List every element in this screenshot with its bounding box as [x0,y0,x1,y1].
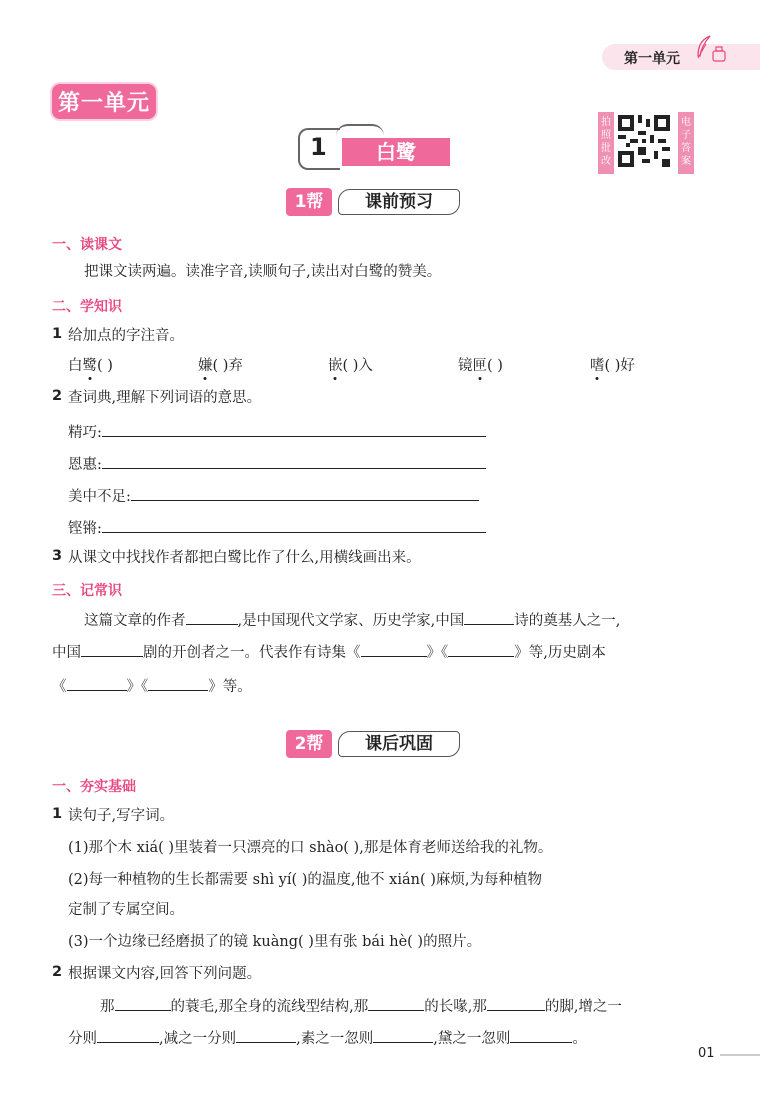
page-number: 01 [698,1046,715,1061]
q3-text: 从课文中找找作者都把白鹭比作了什么,用横线画出来。 [68,550,421,566]
lesson-title: 白鹭 [376,140,416,164]
pinyin-item: 嵌( )入 [328,358,373,374]
sentence-1: (1)那个木 xiá( )里装着一只漂亮的口 shào( ),那是体育老师送给我的礼物。 [68,840,553,856]
word-definition-row[interactable]: 铿锵: [68,518,486,539]
word-definition-row[interactable]: 精巧: [68,422,486,443]
s2-q2-text: 根据课文内容,回答下列问题。 [68,966,262,982]
q1-number: 1 [52,326,63,342]
page-number-line [720,1054,760,1056]
section1-title: 课前预习 [338,189,460,215]
section2-badge-number: 2帮 [286,730,332,758]
pinyin-item: 嫌( )弃 [198,358,243,374]
heading-common-knowledge: 三、记常识 [52,583,122,599]
sentence-2: (2)每一种植物的生长都需要 shì yí( )的温度,他不 xián( )麻烦,为每种植物 [68,872,542,888]
qr-right-label: 电子答案 [678,112,694,174]
q3-number: 3 [52,548,63,564]
word-definition-row[interactable]: 美中不足: [68,486,479,507]
s2-q1-text: 读句子,写字词。 [68,808,175,824]
heading-read-text: 一、读课文 [52,237,122,253]
unit-title: 第一单元 [52,84,156,119]
pinyin-item: 嗜( )好 [590,358,635,374]
heading-foundation: 一、夯实基础 [52,779,136,795]
q1-text: 给加点的字注音。 [68,328,184,344]
sentence-2-cont: 定制了专属空间。 [68,902,184,918]
ink-pot-icon [712,46,726,62]
common-knowledge-line3: 《 》《 》等。 [52,676,252,697]
qr-left-label: 拍照批改 [598,112,614,174]
header-unit-label: 第一单元 [624,51,680,67]
pinyin-item: 白鹭( ) [68,358,113,374]
sentence-3: (3)一个边缘已经磨损了的镜 kuàng( )里有张 bái hè( )的照片。 [68,934,482,950]
word-definition-row[interactable]: 恩惠: [68,454,486,475]
heading-learn-knowledge: 二、学知识 [52,299,122,315]
feather-icon [694,34,714,60]
s2-q1-number: 1 [52,806,63,822]
read-text-instruction: 把课文读两遍。读准字音,读顺句子,读出对白鹭的赞美。 [84,264,442,280]
pinyin-item: 镜匣( ) [458,358,503,374]
fill-line-1: 那 的蓑毛,那全身的流线型结构,那 的长喙,那 的脚,增之一 [100,996,622,1017]
common-knowledge-line2: 中国 剧的开创者之一。代表作有诗集《 》《 》等,历史剧本 [52,642,606,663]
common-knowledge-line1: 这篇文章的作者 ,是中国现代文学家、历史学家,中国 诗的奠基人之一, [84,610,620,631]
s2-q2-number: 2 [52,964,63,980]
qr-code-panel[interactable] [598,112,694,174]
fill-line-2: 分则 ,减之一分则 ,素之一忽则 ,黛之一忽则 。 [68,1028,587,1049]
q2-number: 2 [52,388,63,404]
section1-badge-number: 1帮 [286,188,332,216]
section2-title: 课后巩固 [338,731,460,757]
qr-code-image[interactable] [618,114,670,168]
q2-text: 查词典,理解下列词语的意思。 [68,390,262,406]
lesson-number: 1 [310,133,327,161]
